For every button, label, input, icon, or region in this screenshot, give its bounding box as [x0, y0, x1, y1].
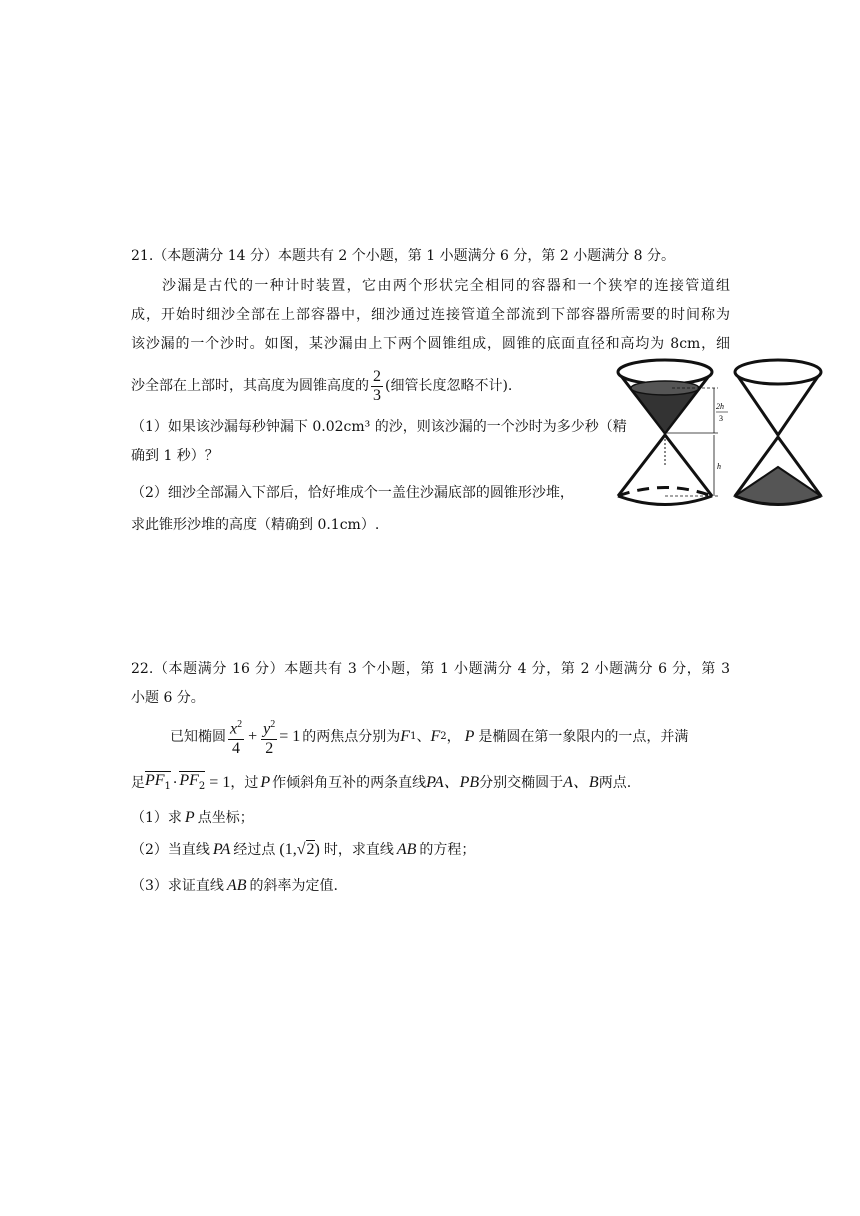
- q21-sub2-line1: （2）细沙全部漏入下部后，恰好堆成个一盖住沙漏底部的圆锥形沙堆，: [131, 485, 574, 501]
- q22-sub2: （2）当直线 PA 经过点 (1,√2) 时，求直线 AB 的方程；: [131, 841, 476, 858]
- fraction-denominator: 3: [373, 386, 381, 404]
- q22-s2-var2: AB: [396, 841, 417, 858]
- hourglass-left: [618, 360, 712, 505]
- q21-paragraph-line2: 成，开始时细沙全部在上部容器中，细沙通过连接管道全部流到下部容器所需要的时间称为: [131, 307, 730, 323]
- q22-header-line2: 小题 6 分。: [131, 690, 205, 706]
- q22-sub1: [131, 808, 254, 828]
- q22-line2-d: 两点.: [598, 775, 632, 791]
- q22-intro-text: 已知椭圆: [170, 729, 226, 745]
- q22-s2-post: 的方程；: [419, 842, 476, 858]
- q22-s3-var: AB: [226, 877, 247, 894]
- q22-s2-sqrt: 2: [306, 841, 315, 858]
- q21-line4-text: 沙全部在上部时，其高度为圆锥高度的: [131, 378, 369, 394]
- q21-paragraph-line1: 沙漏是古代的一种计时装置，它由两个形状完全相同的容器和一个狭窄的连接管道组: [162, 278, 730, 294]
- vector-pf1: $PF_1$: [145, 771, 171, 795]
- label-h: h: [717, 462, 721, 471]
- q22-s2-point-b: ): [314, 841, 320, 858]
- q22-s2-mid2: 时，求直线: [323, 842, 394, 858]
- q22-s1-var: P: [184, 809, 195, 826]
- var-y: y: [263, 720, 271, 738]
- denominator-4: 4: [232, 739, 241, 757]
- q21-line4-note: (细管长度忽略不计).: [385, 378, 513, 394]
- q22-s3-pre: （3）求证直线: [131, 878, 224, 894]
- q22-intro-post: 是椭圆在第一象限内的一点，并满: [478, 729, 689, 745]
- q22-s2-var: PA: [212, 841, 231, 858]
- q22-s1-pre: （1）求: [131, 810, 182, 826]
- q22-sub3: [131, 876, 338, 896]
- fraction-two-thirds: [371, 368, 383, 405]
- q22-intro-mid: 的两焦点分别为: [302, 729, 401, 745]
- label-three: 3: [719, 414, 723, 423]
- q21-sub1-line1: （1）如果该沙漏每秒钟漏下 0.02cm³ 的沙，则该沙漏的一个沙时为多少秒（精: [131, 419, 627, 435]
- vec-pf1-text: PF: [145, 772, 165, 790]
- fraction-numerator: 2: [373, 367, 381, 385]
- q21-sub2-line2: 求此锥形沙堆的高度（精确到 0.1cm）.: [131, 517, 380, 533]
- q22-s3-post: 的斜率为定值.: [249, 878, 338, 894]
- q22-s2-mid: 经过点: [233, 842, 276, 858]
- fraction-x-squared-over-4: $\frac{x^2}{4}$: [228, 716, 244, 757]
- q22-line2-b: 作倾斜角互补的两条直线: [272, 775, 427, 791]
- vector-pf2: $PF_2$: [179, 771, 205, 795]
- q22-intro-line: 已知椭圆 $\frac{x^2}{4}$ + $\frac{y^2}{2}$ = 1 的两焦点分别为 F 1 、 F 2 ， P 是椭圆在第一象限内的一点，并满: [170, 712, 688, 762]
- q22-s2-point-a: (1,: [279, 841, 297, 858]
- label-two-h: 2h: [716, 402, 724, 411]
- q22-line2-pre: 足: [131, 775, 145, 791]
- q22-s1-post: 点坐标；: [197, 810, 254, 826]
- hourglass-figure: [610, 355, 832, 515]
- var-x: x: [230, 720, 238, 738]
- var-a-b: A、B: [563, 774, 599, 791]
- q21-sub1-line2: 确到 1 秒）？: [131, 448, 219, 464]
- q21-header: 21.（本题满分 14 分）本题共有 2 个小题，第 1 小题满分 6 分，第 2 小题满分 8 分。: [131, 248, 676, 264]
- q22-line2: 足 $PF_1$ · $PF_2$ = 1 ，过 P 作倾斜角互补的两条直线 PA、PB 分别交椭圆于 A、B 两点.: [131, 770, 631, 796]
- q22-comma: ，: [446, 729, 461, 745]
- var-f1: F: [400, 728, 411, 745]
- dot-product-rhs: = 1: [209, 774, 231, 791]
- fraction-y-squared-over-2: $\frac{y^2}{2}$: [261, 716, 277, 757]
- var-p: P: [464, 728, 475, 745]
- q21-paragraph-line3: 该沙漏的一个沙时。如图，某沙漏由上下两个圆锥组成，圆锥的底面直径和高均为 8cm，细: [131, 336, 730, 352]
- var-p-2: P: [260, 774, 271, 791]
- var-f2: F: [430, 728, 441, 745]
- var-pa-pb: PA、PB: [426, 774, 480, 791]
- q21-paragraph-line4: [131, 364, 512, 408]
- equation-rhs: = 1: [279, 728, 301, 745]
- denominator-2: 2: [265, 739, 274, 757]
- q22-line2-c: 分别交椭圆于: [479, 775, 564, 791]
- q22-line2-a: ，过: [230, 775, 259, 791]
- q22-header-line1: 22.（本题满分 16 分）本题共有 3 个小题，第 1 小题满分 4 分，第 2 小题满分 6 分，第 3: [131, 661, 730, 677]
- q22-s2-pre: （2）当直线: [131, 842, 210, 858]
- hourglass-right: [735, 360, 821, 505]
- vec-pf2-text: PF: [179, 772, 199, 790]
